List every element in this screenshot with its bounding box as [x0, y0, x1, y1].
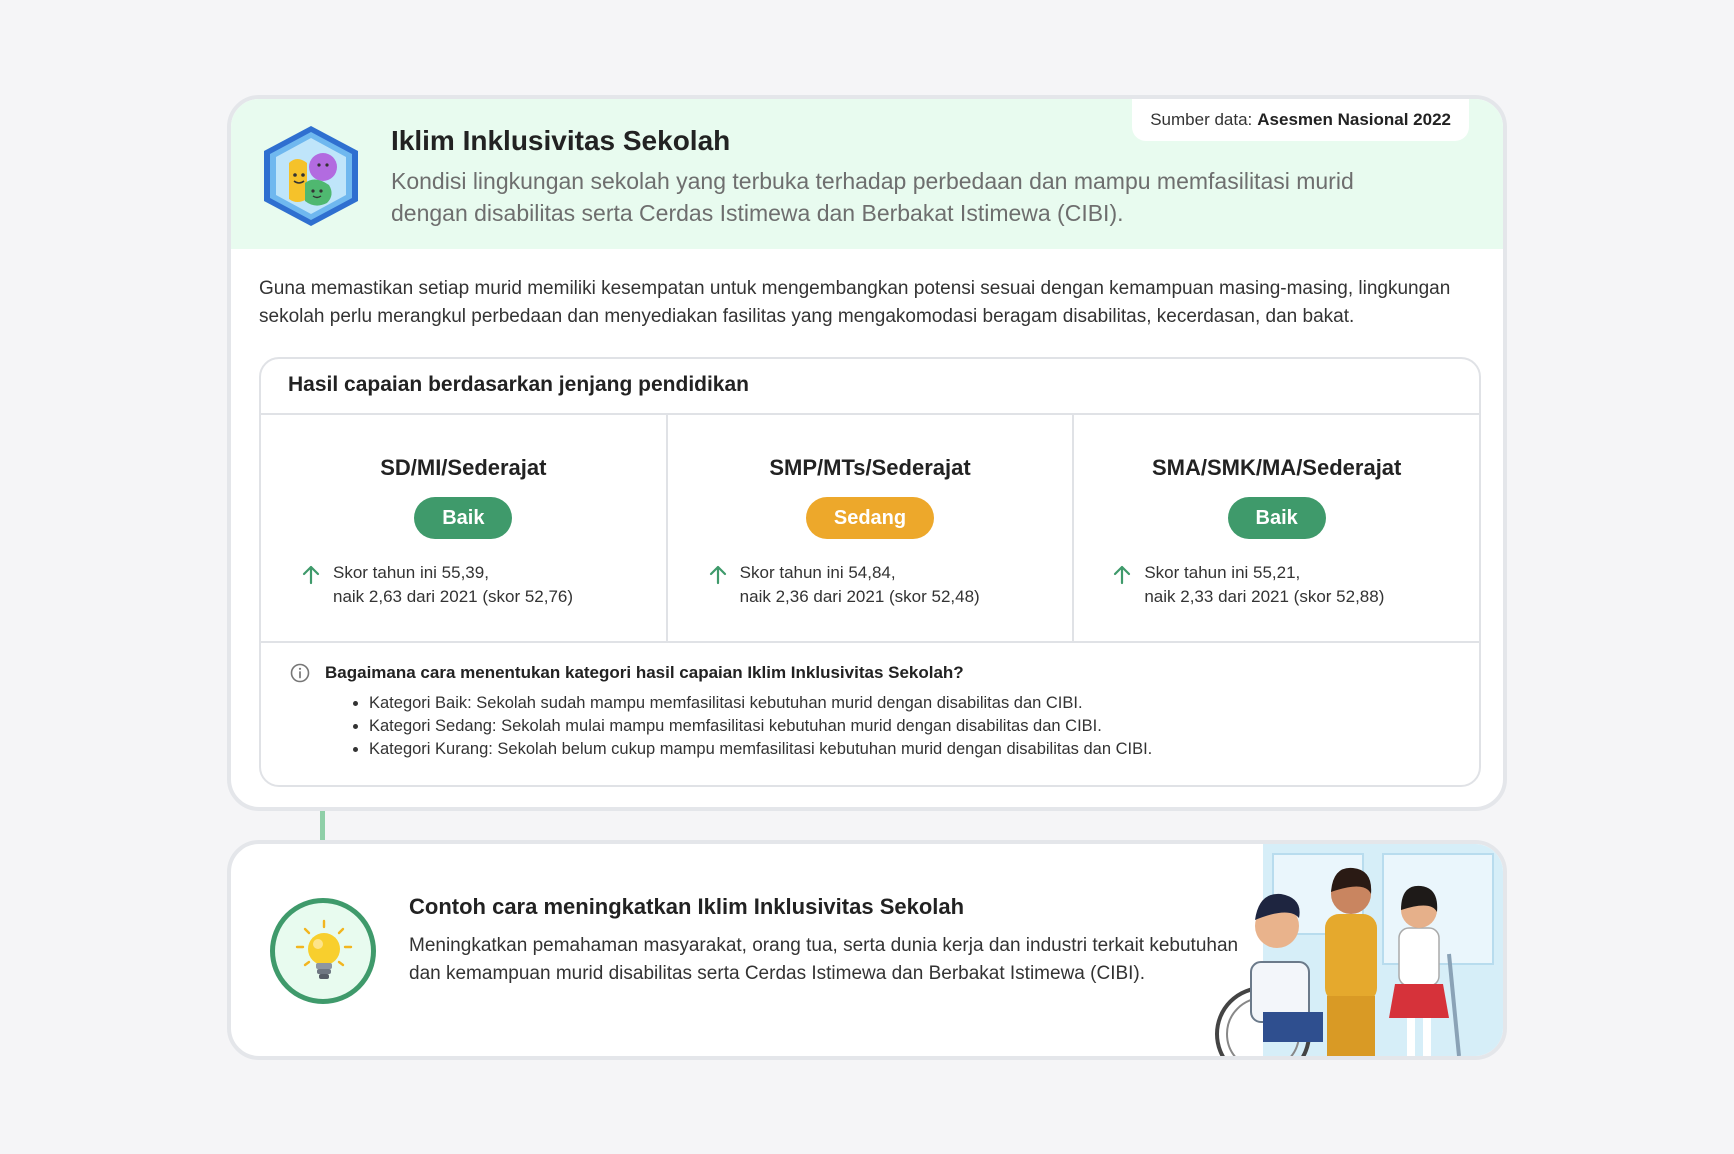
- inclusivity-badge-icon: [259, 123, 363, 229]
- source-value: Asesmen Nasional 2022: [1257, 110, 1451, 129]
- lightbulb-icon: [293, 919, 355, 985]
- card-header: [231, 99, 1503, 249]
- page-title: Iklim Inklusivitas Sekolah: [391, 125, 731, 156]
- tip-body: Meningkatkan pemahaman masyarakat, orang tua, serta dunia kerja dan industri terkait kebutuhan dan kemampuan murid disabilitas serta Cerdas Istimewa dan Berbakat Istimewa (CIBI).: [409, 935, 1239, 984]
- category-info: [289, 663, 1459, 761]
- level-card-smp: [666, 415, 1073, 641]
- category-badge: Baik: [1228, 497, 1326, 539]
- score-text: [740, 561, 980, 609]
- score-line: Skor tahun ini 55,39,: [333, 563, 489, 582]
- level-card-sd: [261, 415, 666, 641]
- page-subtitle: Kondisi lingkungan sekolah yang terbuka terhadap perbedaan dan mampu memfasilitasi murid dengan disabilitas serta Cerdas Istimewa dan Berbakat Istimewa (CIBI).: [391, 168, 1354, 226]
- results-box: [259, 357, 1481, 787]
- arrow-up-icon: [301, 563, 321, 585]
- info-question: [289, 663, 1459, 683]
- category-badge: Sedang: [806, 497, 934, 539]
- info-question-text: Bagaimana cara menentukan kategori hasil capaian Iklim Inklusivitas Sekolah?: [325, 663, 964, 682]
- level-card-sma: [1072, 415, 1479, 641]
- category-list: [289, 692, 1459, 761]
- tip-title: Contoh cara meningkatkan Iklim Inklusivitas Sekolah: [409, 894, 965, 919]
- score-line: Skor tahun ini 55,21,: [1144, 563, 1301, 582]
- arrow-up-icon: [1112, 563, 1132, 585]
- students-illustration: [1203, 844, 1503, 1060]
- score-text: [333, 561, 573, 609]
- level-name: SD/MI/Sederajat: [380, 455, 547, 480]
- intro-text: Guna memastikan setiap murid memiliki kesempatan untuk mengembangkan potensi sesuai dengan kemampuan masing-masing, lingkungan sekolah perlu merangkul perbedaan dan menyediakan fasilitas yang mengakomodasi beragam disabilitas, kecerdasan, dan bakat.: [259, 278, 1451, 327]
- level-name: SMA/SMK/MA/Sederajat: [1151, 455, 1402, 480]
- results-columns: [261, 413, 1479, 643]
- level-name: SMP/MTs/Sederajat: [769, 455, 971, 480]
- info-icon: [289, 662, 311, 684]
- category-badge: Baik: [414, 497, 512, 539]
- score-change: naik 2,36 dari 2021 (skor 52,48): [739, 587, 980, 606]
- score-change: naik 2,33 dari 2021 (skor 52,88): [1144, 587, 1385, 606]
- results-title: Hasil capaian berdasarkan jenjang pendidikan: [288, 373, 749, 396]
- list-item: • Kategori Baik: Sekolah sudah mampu memfasilitasi kebutuhan murid dengan disabilitas dan CIBI.: [369, 692, 1459, 715]
- tip-card: [227, 840, 1507, 1060]
- inclusivity-card: [227, 95, 1507, 811]
- score-line: Skor tahun ini 54,84,: [739, 563, 896, 582]
- source-label: Sumber data:: [1150, 110, 1253, 129]
- list-item: • Kategori Kurang: Sekolah belum cukup mampu memfasilitasi kebutuhan murid dengan disabilitas dan CIBI.: [369, 738, 1459, 761]
- arrow-up-icon: [708, 563, 728, 585]
- tip-bulb-badge: [270, 898, 376, 1004]
- source-chip: [1132, 99, 1469, 141]
- score-change: naik 2,63 dari 2021 (skor 52,76): [333, 587, 574, 606]
- score-text: [1144, 561, 1384, 609]
- list-item: • Kategori Sedang: Sekolah mulai mampu memfasilitasi kebutuhan murid dengan disabilitas dan CIBI.: [369, 715, 1459, 738]
